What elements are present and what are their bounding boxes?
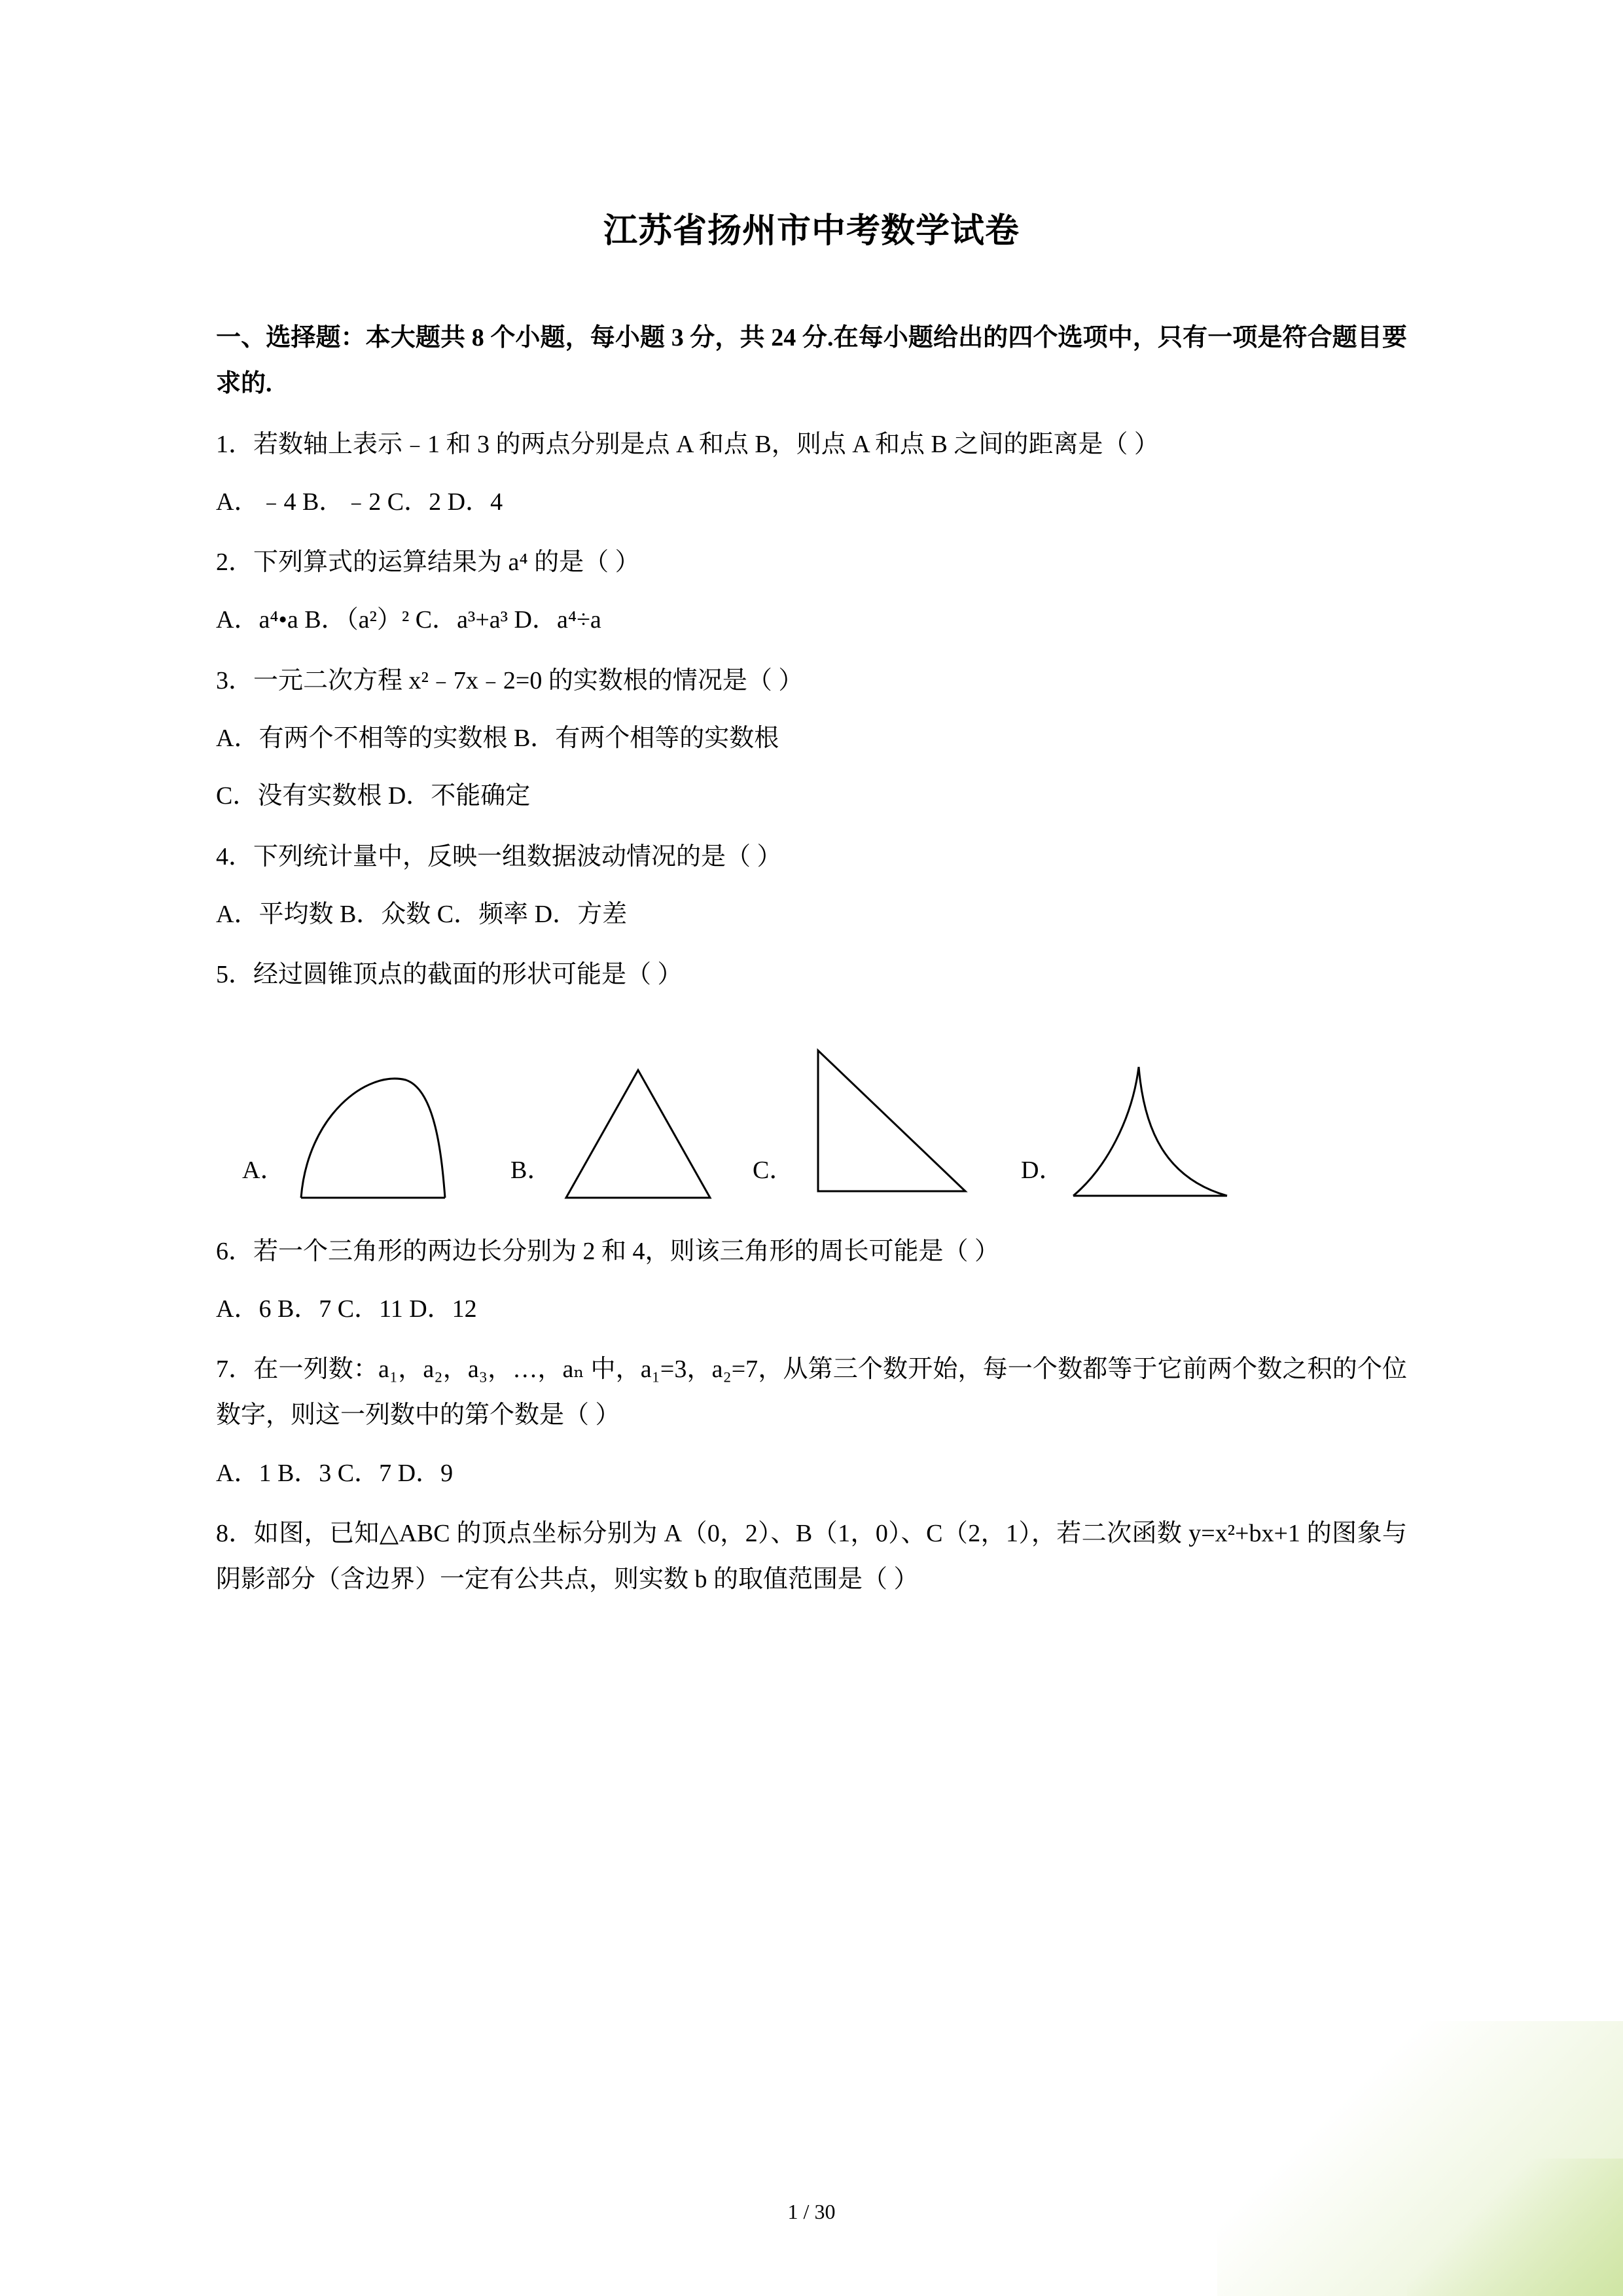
question-6-options: A．6 B．7 C．11 D．12 — [216, 1295, 477, 1323]
page-number: 1 / 30 — [787, 2200, 836, 2223]
question-2-stem: 2．下列算式的运算结果为 a⁴ 的是（ ） — [216, 548, 640, 577]
section-heading: 一、选择题：本大题共 8 个小题，每小题 3 分，共 24 分.在每小题给出的四个选项中，只有一项是符合题目要求的. — [216, 324, 1407, 398]
question-5-option-c-label: C． — [753, 1156, 794, 1184]
question-5-figure-row — [216, 1024, 1407, 1214]
question-2-options: A．a⁴•a B．（a²）² C．a³+a³ D．a⁴÷a — [216, 606, 601, 634]
question-4-options: A．平均数 B．众数 C．频率 D．方差 — [216, 900, 628, 928]
question-3-stem: 3．一元二次方程 x²﹣7x﹣2=0 的实数根的情况是（ ） — [216, 666, 804, 694]
question-5-option-d-label: D． — [1021, 1156, 1064, 1184]
question-5-stem: 5．经过圆锥顶点的截面的形状可能是（ ） — [216, 961, 683, 989]
curved-sided-triangle-shape — [1067, 1057, 1250, 1214]
isosceles-triangle-shape — [556, 1057, 720, 1214]
question-3-options-line-1: A．有两个不相等的实数根 B．有两个相等的实数根 — [216, 725, 779, 753]
question-6-stem: 6．若一个三角形的两边长分别为 2 和 4，则该三角形的周长可能是（ ） — [216, 1237, 1000, 1265]
question-1-options: A．﹣4 B．﹣2 C．2 D．4 — [216, 488, 503, 516]
question-4-stem: 4．下列统计量中，反映一组数据波动情况的是（ ） — [216, 842, 782, 870]
question-7-options: A．1 B．3 C．7 D．9 — [216, 1459, 454, 1487]
question-1-stem: 1．若数轴上表示﹣1 和 3 的两点分别是点 A 和点 B，则点 A 和点 B 之间的距离是（ ） — [216, 430, 1159, 458]
question-3-options-line-2: C．没有实数根 D．不能确定 — [216, 782, 531, 810]
page-title: 江苏省扬州市中考数学试卷 — [603, 213, 1020, 250]
right-triangle-shape — [798, 1044, 975, 1214]
question-8-stem: 8．如图，已知△ABC 的顶点坐标分别为 A（0，2）、B（1，0）、C（2，1），若二次函数 y=x²+bx+1 的图象与阴影部分（含边界）一定有公共点，则实数 b 的取值范围是（ ） — [216, 1520, 1407, 1594]
cone-section-parabola-shape — [288, 1057, 458, 1214]
question-7-stem: 7．在一列数：a₁，a₂，a₃，…，aₙ 中，a₁=3，a₂=7，从第三个数开始，每一个数都等于它前两个数之积的个位数字，则这一列数中的第个数是（ ） — [216, 1355, 1407, 1429]
question-5-option-a-label: A． — [242, 1156, 285, 1184]
question-5-option-b-label: B． — [510, 1156, 552, 1184]
